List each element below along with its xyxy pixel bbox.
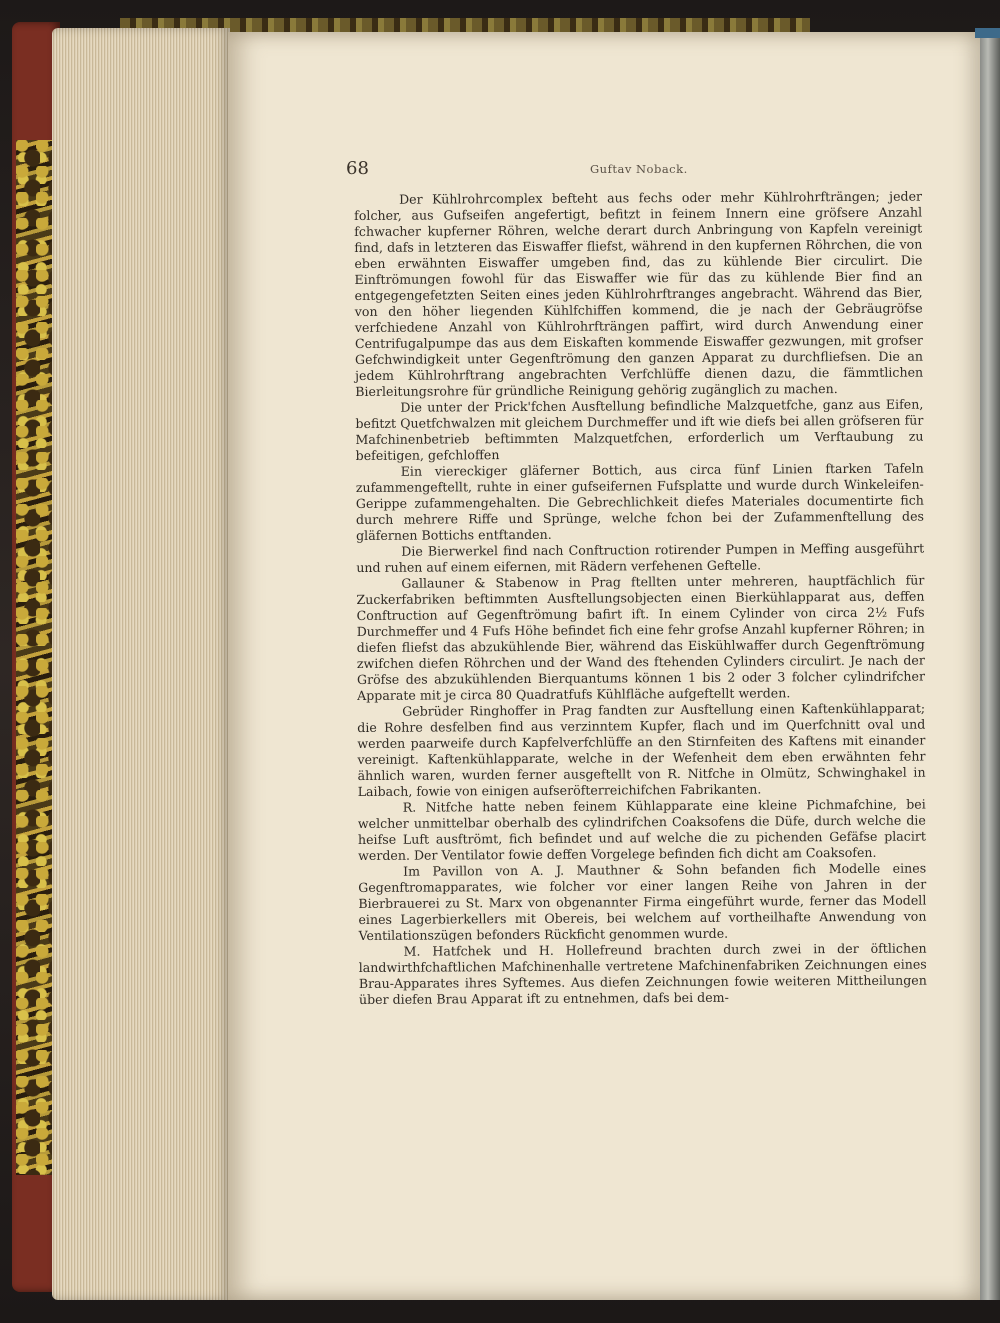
bookmark-ribbon: [975, 28, 1000, 38]
paragraph-bierwerkel: Die Bierwerkel find nach Conftruction rotirender Pumpen in Meffing ausgeführt und ruhen auf einem eifernen, mit Rädern verfehenen Geftelle.: [356, 540, 925, 575]
page-header: [346, 158, 926, 182]
paragraph-gallauner: Gallauner & Stabenow in Prag ftellten unter mehreren, hauptfächlich für Zuckerfabriken beftimmten Ausftellungsobjecten einen Bierkühlapparat aus, deffen Conftruction auf Gegenftrömung bafirt ift. In einem Cylinder von circa 2½ Fufs Durchmeffer und 4 Fufs Höhe befindet fich eine fehr grofse Anzahl kupferner Röhren; in diefen fliefst das abzukühlende Bier, während das Eiskühlwaffer durch Gegenftrömung zwifchen diefen Röhrchen und der Wand des ftehenden Cylinders circulirt. Je nach der Gröfse des abzukühlenden Bierquantums können 1 bis 2 oder 3 folcher cylindrifcher Apparate mit je circa 80 Quadratfufs Kühlfläche aufgeftellt werden.: [356, 572, 926, 703]
paragraph-nitfche: R. Nitfche hatte neben feinem Kühlapparate eine kleine Pichmafchine, bei welcher unmittelbar oberhalb des cylindrifchen Coaksofens die Düfe, durch welche die heifse Luft ausftrömt, fich befindet und auf welche die zu pichenden Gefäfse placirt werden. Der Ventilator fowie deffen Vorgelege befinden fich dicht am Coaksofen.: [357, 796, 926, 863]
right-page-edge: [980, 28, 1000, 1300]
page-block-edge: [52, 28, 230, 1300]
marbled-endpaper: [16, 140, 56, 1175]
paragraph-ringhoffer: Gebrüder Ringhoffer in Prag fandten zur Ausftellung einen Kaftenkühlapparat; die Rohre desfelben find aus verzinntem Kupfer, flach und im Querfchnitt oval und werden paarweife durch Kapfelverfchlüffe an den Stirnfeiten des Kaftens mit einander vereinigt. Kaftenkühlapparate, welche in der Wefenheit dem eben erwähnten fehr ähnlich waren, wurden ferner ausgeftellt von R. Nitfche in Olmütz, Schwinghakel in Laibach, fowie von einigen aufseröfterreichifchen Fabrikanten.: [357, 700, 926, 799]
running-head: Guftav Noback.: [590, 162, 688, 176]
paragraph-mauthner: Im Pavillon von A. J. Mauthner & Sohn befanden fich Modelle eines Gegenftromapparates, wie folcher vor einer langen Reihe von Jahren in der Bierbrauerei zu St. Marx von obgenannter Firma eingeführt wurde, ferner das Modell eines Lagerbierkellers mit Obereis, bei welchem auf vortheilhafte Anwendung von Ventilationszügen befonders Rückficht genommen wurde.: [358, 860, 927, 943]
paragraph-kuehlrohrcomplex: Der Kühlrohrcomplex befteht aus fechs oder mehr Kühlrohrfträngen; jeder folcher, aus Gufseifen angefertigt, befitzt in feinem Innern eine gröfsere Anzahl fchwacher kupferner Röhren, welche derart durch Anbringung von Kapfeln vereinigt find, dafs in letzteren das Eiswaffer fliefst, während in den kupfernen Röhrchen, die von eben erwähnten Eiswaffer umgeben find, das zu kühlende Bier circulirt. Die Einftrömungen fowohl für das Eiswaffer wie für das zu kühlende Bier find an entgegengefetzten Seiten eines jeden Kühlrohrftranges angebracht. Während das Bier, von den höher liegenden Kühlfchiffen kommend, die je nach der Gebräugröfse verfchiedene Anzahl von Kühlrohrfträngen paffirt, wird durch Anwendung einer Centrifugalpumpe das aus dem Eiskaften kommende Eiswaffer gezwungen, mit grofser Gefchwindigkeit unter Gegenftrömung den ganzen Apparat zu durchfliefsen. Die an jedem Kühlrohrftrang angebrachten Verfchlüffe dienen dazu, die fämmtlichen Bierleitungsrohre für gründliche Reinigung gehörig zugänglich zu machen.: [354, 188, 924, 399]
body-text: [354, 189, 927, 1008]
paragraph-bottich: Ein viereckiger gläferner Bottich, aus circa fünf Linien ftarken Tafeln zufammengeftellt, ruhte in einer gufseifernen Fufsplatte und wurde durch Winkeleifen-Gerippe zufammengehalten. Die Gebrechlichkeit diefes Materiales documentirte fich durch mehrere Riffe und Sprünge, welche fchon bei der Zufammenftellung des gläfernen Bottichs entftanden.: [355, 460, 925, 543]
paragraph-malzquetsche: Die unter der Prick'fchen Ausftellung befindliche Malzquetfche, ganz aus Eifen, befitzt Quetfchwalzen mit gleichem Durchmeffer und ift wie diefs bei allen gröfseren für Mafchinenbetrieb beftimmten Malzquetfchen, erforderlich um Verftaubung zu befeitigen, gefchloffen: [355, 396, 924, 463]
paragraph-hatfchek: M. Hatfchek und H. Hollefreund brachten durch zwei in der öftlichen landwirthfchaftlichen Mafchinenhalle vertretene Mafchinenfabriken Zeichnungen eines Brau-Apparates ihres Syftemes. Aus diefen Zeichnungen fowie weiteren Mittheilungen über diefen Brau Apparat ift zu entnehmen, dafs bei dem-: [358, 940, 927, 1007]
page-number: 68: [346, 158, 369, 179]
